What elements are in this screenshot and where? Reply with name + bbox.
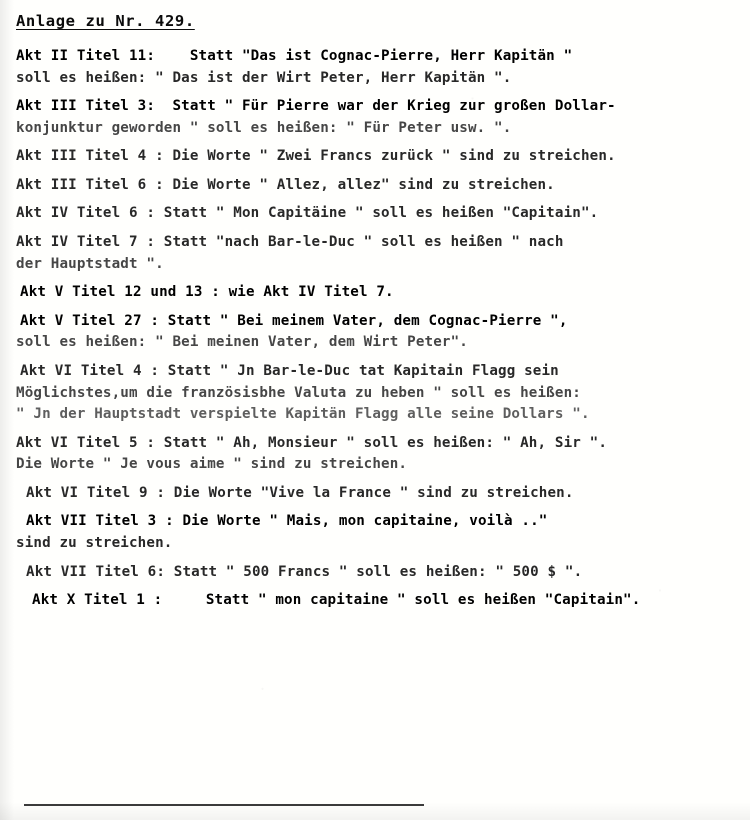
document-line: Akt II Titel 11: Statt "Das ist Cognac-Pierre, Herr Kapitän " <box>16 48 573 64</box>
document-entry <box>10 46 740 89</box>
document-entry <box>10 232 740 275</box>
entry-list <box>10 46 740 612</box>
document-line: Akt VII Titel 6: Statt " 500 Francs " soll es heißen: " 500 $ ". <box>26 563 583 580</box>
document-line: Akt III Titel 3: Statt " Für Pierre war der Krieg zur großen Dollar- <box>16 98 616 115</box>
document-entry <box>10 483 740 505</box>
document-line: soll es heißen: " Das ist der Wirt Peter, Herr Kapitän ". <box>16 69 512 86</box>
document-line: soll es heißen: " Bei meinen Vater, dem Wirt Peter". <box>16 334 468 351</box>
document-line: Möglichstes,um die französisbhe Valuta zu heben " soll es heißen: <box>16 384 581 401</box>
document-line: Akt IV Titel 6 : Statt " Mon Capitäine " soll es heißen "Capitain". <box>16 205 599 222</box>
document-line: Akt X Titel 1 : Statt " mon capitaine " soll es heißen "Capitain". <box>32 592 641 609</box>
document-entry <box>10 562 740 584</box>
document-entry <box>10 96 740 139</box>
document-line: Akt III Titel 4 : Die Worte " Zwei Francs zurück " sind zu streichen. <box>16 148 616 165</box>
document-entry <box>10 203 740 225</box>
document-line: Akt VII Titel 3 : Die Worte " Mais, mon capitaine, voilà .." <box>26 513 548 530</box>
document-line: " Jn der Hauptstadt verspielte Kapitän Flagg alle seine Dollars ". <box>16 406 590 423</box>
document-entry <box>10 175 740 197</box>
document-entry <box>10 146 740 168</box>
document-line: Akt III Titel 6 : Die Worte " Allez, allez" sind zu streichen. <box>16 176 555 193</box>
document-entry <box>10 282 740 304</box>
document-line: sind zu streichen. <box>16 534 173 551</box>
document-line: Akt V Titel 12 und 13 : wie Akt IV Titel 7. <box>20 284 394 301</box>
document-line: Akt IV Titel 7 : Statt "nach Bar-le-Duc " soll es heißen " nach <box>16 234 564 251</box>
document-title: Anlage zu Nr. 429. <box>16 12 195 30</box>
document-line: Die Worte " Je vous aime " sind zu streichen. <box>16 456 408 473</box>
document-line: Akt VI Titel 4 : Statt " Jn Bar-le-Duc tat Kapitain Flagg sein <box>20 362 559 379</box>
document-entry <box>10 361 740 426</box>
document-line: Akt V Titel 27 : Statt " Bei meinem Vater, dem Cognac-Pierre ", <box>20 312 568 329</box>
document-line: konjunktur geworden " soll es heißen: " Für Peter usw. ". <box>16 119 512 136</box>
document-entry <box>10 311 740 354</box>
document-entry <box>10 590 740 612</box>
last-line-underline <box>24 804 424 806</box>
document-line: der Hauptstadt ". <box>16 255 164 272</box>
document-entry <box>10 433 740 476</box>
document-line: Akt VI Titel 9 : Die Worte "Vive la France " sind zu streichen. <box>26 484 574 501</box>
document-line: Akt VI Titel 5 : Statt " Ah, Monsieur " soll es heißen: " Ah, Sir ". <box>16 434 608 451</box>
document-entry <box>10 511 740 554</box>
